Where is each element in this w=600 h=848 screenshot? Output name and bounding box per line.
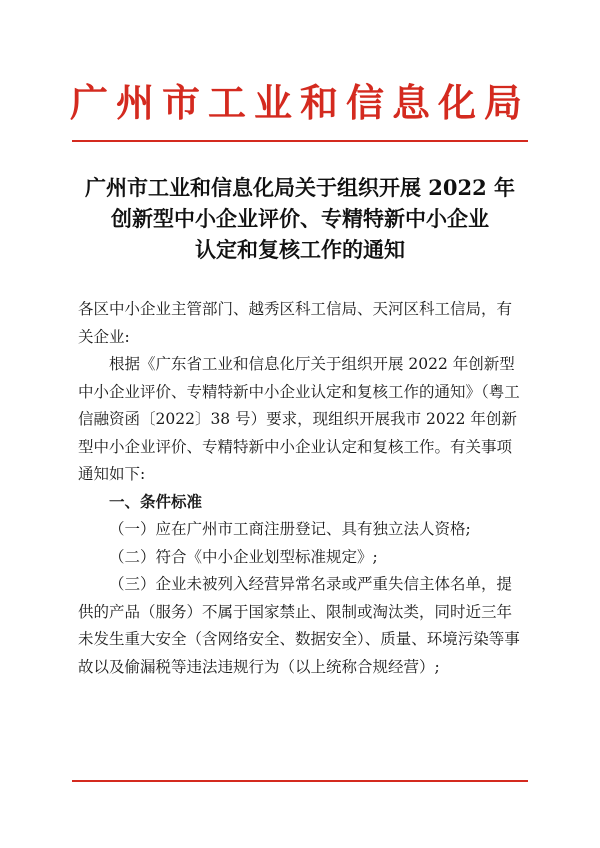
footer-red-rule [72, 780, 528, 782]
title-line-3: 认定和复核工作的通知 [195, 237, 405, 262]
title-line-2: 创新型中小企业评价、专精特新中小企业 [111, 206, 489, 231]
addressee-paragraph: 各区中小企业主管部门、越秀区科工信局、天河区科工信局，有关企业: [78, 300, 513, 346]
criteria-item-3: （三）企业未被列入经营异常名录或严重失信主体名单，提供的产品（服务）不属于国家禁止、限制或淘汰类，同时近三年未发生重大安全（含网络安全、数据安全）、质量、环境污染等事故以及偷漏税等违法违规行为（以上统称合规经营）; [78, 575, 520, 676]
intro-paragraph: 根据《广东省工业和信息化厅关于组织开展 2022 年创新型中小企业评价、专精特新中小企业认定和复核工作的通知》（粤工信融资函〔2022〕38 号）要求，现组织开展我市 2022 年创新型中小企业评价、专精特新中小企业认定和复核工作。有关事项通知如下: [78, 355, 520, 483]
section-heading-criteria: 一、条件标准 [109, 492, 203, 511]
document-body [78, 296, 526, 681]
criteria-item-2: （二）符合《中小企业划型标准规定》; [109, 547, 378, 566]
criteria-item-1: （一）应在广州市工商注册登记、具有独立法人资格; [109, 520, 471, 538]
document-title [0, 172, 600, 265]
masthead-red-rule [72, 140, 528, 142]
title-line-1: 广州市工业和信息化局关于组织开展 2022 年 [84, 175, 516, 200]
masthead-org-name: 广州市工业和信息化局 [69, 80, 530, 125]
